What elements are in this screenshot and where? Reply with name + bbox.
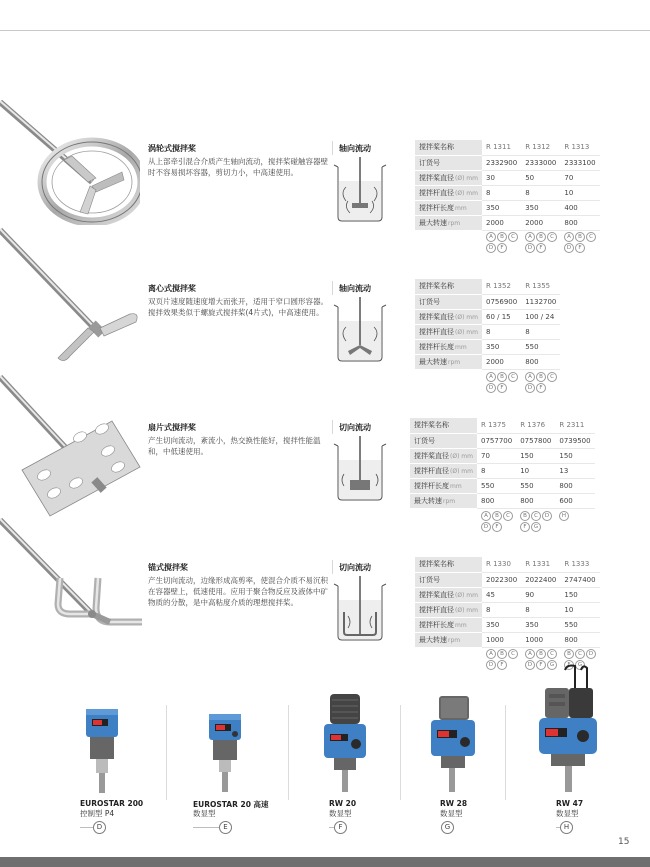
badge: C — [508, 372, 518, 382]
table-row — [415, 632, 600, 647]
badge: D — [525, 383, 535, 393]
cell: 8 — [477, 463, 516, 478]
product-description: 从上部牵引混合介质产生轴向流动，搅拌桨碰触容器壁时不容易损坏容器，剪切力小，中高速使用。 — [148, 157, 328, 177]
cell: 2000 — [482, 354, 521, 369]
flow-type-label: 轴向流动 — [339, 144, 371, 153]
column-divider — [166, 705, 167, 800]
badge: H — [559, 511, 569, 521]
flow-type-label: 轴向流动 — [339, 284, 371, 293]
machine-type: 控制型 P4 — [80, 809, 115, 818]
row-label: 最大转速 — [419, 357, 447, 366]
badge: D — [481, 522, 491, 532]
fan-blade-stirrer-image — [0, 375, 145, 520]
cell: R 1331 — [521, 557, 560, 572]
row-unit: (Ø) mm — [455, 174, 479, 182]
badge: A — [486, 372, 496, 382]
badge: F — [497, 383, 507, 393]
spec-table — [410, 418, 595, 509]
badge: C — [547, 372, 557, 382]
spec-table — [415, 557, 600, 648]
cell: 2332900 — [482, 155, 521, 170]
divider — [332, 281, 333, 295]
compatibility-badges — [486, 232, 597, 253]
row-label: 订货号 — [419, 158, 440, 167]
row-label: 搅拌杆直径 — [414, 466, 449, 475]
cell: 150 — [516, 448, 555, 463]
badge: F — [492, 522, 502, 532]
row-label: 搅拌杆长度 — [419, 203, 454, 212]
turbine-stirrer-image — [0, 100, 140, 225]
badge: B — [497, 649, 507, 659]
table-row — [415, 309, 560, 324]
row-label: 搅拌杆长度 — [419, 620, 454, 629]
beaker-axial-flow-diagram — [330, 157, 390, 225]
row-label: 搅拌桨名称 — [419, 143, 454, 152]
badge: C — [508, 649, 518, 659]
cell: 2022300 — [482, 572, 521, 587]
cell: 70 — [477, 448, 516, 463]
beaker-tangential-flow-diagram — [330, 436, 390, 504]
cell: 13 — [555, 463, 594, 478]
row-label: 搅拌杆直径 — [419, 605, 454, 614]
cell: 8 — [521, 324, 560, 339]
badge: G — [547, 660, 557, 670]
row-label: 搅拌桨直径 — [419, 590, 454, 599]
table-row — [415, 324, 560, 339]
badge: B — [536, 232, 546, 242]
badge: B — [575, 232, 585, 242]
product-title: 涡轮式搅拌桨 — [148, 144, 196, 153]
table-row — [415, 339, 560, 354]
machine-name: EUROSTAR 20 高速 — [193, 800, 269, 809]
row-label: 最大转速 — [414, 496, 442, 505]
machine-name: RW 20 — [329, 799, 357, 808]
cell: R 1375 — [477, 418, 516, 433]
table-row — [415, 354, 560, 369]
row-unit: mm — [455, 621, 467, 629]
table-row — [415, 215, 600, 230]
table-row — [415, 200, 600, 215]
cell: 800 — [521, 354, 560, 369]
cell: 2000 — [521, 215, 560, 230]
column-divider — [288, 705, 289, 800]
cell: 0756900 — [482, 294, 521, 309]
footer-bar — [0, 857, 650, 867]
divider — [332, 560, 333, 574]
machine-type: 数显型 — [556, 809, 579, 818]
product-description: 产生切向流动，边缘形成高剪率，使混合介质不易沉积在容器壁上，低速使用。应用于聚合物反应及液体中矿物质的分散，是中高粘度介质的理想搅拌桨。 — [148, 576, 328, 607]
badge: C — [575, 649, 585, 659]
row-label: 最大转速 — [419, 218, 447, 227]
badge: D — [486, 383, 496, 393]
badge-group — [486, 372, 519, 393]
table-row — [415, 185, 600, 200]
badge: C — [503, 511, 513, 521]
badge-group — [559, 511, 592, 532]
row-unit: (Ø) mm — [455, 328, 479, 336]
row-unit: (Ø) mm — [455, 189, 479, 197]
cell: R 2311 — [555, 418, 594, 433]
badge: F — [520, 522, 530, 532]
row-unit: (Ø) mm — [455, 606, 479, 614]
cell: 30 — [482, 170, 521, 185]
row-unit: mm — [455, 343, 467, 351]
row-label: 搅拌杆长度 — [419, 342, 454, 351]
row-label: 搅拌桨直径 — [414, 451, 449, 460]
cell: 2022400 — [521, 572, 560, 587]
badge: A — [486, 232, 496, 242]
machine-name: RW 47 — [556, 799, 584, 808]
cell: 800 — [560, 215, 599, 230]
beaker-axial-flow-diagram — [330, 297, 390, 365]
cell: R 1355 — [521, 279, 560, 294]
rw-28-stirrer-image — [425, 694, 480, 794]
machine-name: EUROSTAR 200 — [80, 799, 144, 808]
cell: 0757700 — [477, 433, 516, 448]
cell: 0757800 — [516, 433, 555, 448]
cell: R 1376 — [516, 418, 555, 433]
badge-group — [481, 511, 514, 532]
table-row — [415, 557, 600, 572]
cell: 50 — [521, 170, 560, 185]
flow-type-label: 切向流动 — [339, 423, 371, 432]
badge: B — [520, 511, 530, 521]
cell: 800 — [516, 493, 555, 508]
row-label: 搅拌杆长度 — [414, 481, 449, 490]
cell: 90 — [521, 587, 560, 602]
top-rule — [0, 30, 650, 31]
cell: 2333000 — [521, 155, 560, 170]
badge: A — [564, 232, 574, 242]
cell: 2747400 — [560, 572, 599, 587]
badge: C — [508, 232, 518, 242]
row-label: 搅拌杆直径 — [419, 327, 454, 336]
row-label: 搅拌桨直径 — [419, 173, 454, 182]
column-divider — [400, 705, 401, 800]
machine-badge: E — [219, 821, 232, 834]
cell: 150 — [555, 448, 594, 463]
cell: 1000 — [482, 632, 521, 647]
badge: A — [481, 511, 491, 521]
badge: B — [492, 511, 502, 521]
cell: 1132700 — [521, 294, 560, 309]
cell: R 1333 — [560, 557, 599, 572]
cell: R 1312 — [521, 140, 560, 155]
rw-20-stirrer-image — [320, 692, 370, 794]
cell: 8 — [521, 185, 560, 200]
badge: G — [531, 522, 541, 532]
machine-type: 数显型 — [193, 809, 216, 818]
cell: R 1313 — [560, 140, 599, 155]
machine-badge: D — [93, 821, 106, 834]
badge: C — [547, 232, 557, 242]
compatibility-badges — [481, 511, 592, 532]
row-unit: mm — [455, 204, 467, 212]
cell: 8 — [521, 602, 560, 617]
row-label: 搅拌桨名称 — [419, 282, 454, 291]
badge-group — [564, 232, 597, 253]
badge: D — [486, 243, 496, 253]
badge: D — [525, 243, 535, 253]
page-number: 15 — [618, 837, 630, 847]
cell: 2000 — [482, 215, 521, 230]
row-label: 订货号 — [419, 297, 440, 306]
product-title: 锚式搅拌桨 — [148, 563, 188, 572]
connector-line — [193, 827, 219, 828]
badge: F — [497, 660, 507, 670]
row-label: 订货号 — [419, 575, 440, 584]
badge: B — [536, 649, 546, 659]
row-unit: (Ø) mm — [455, 313, 479, 321]
cell: R 1352 — [482, 279, 521, 294]
badge: F — [497, 243, 507, 253]
badge: G — [575, 660, 585, 670]
table-row — [410, 463, 595, 478]
row-unit: rpm — [448, 636, 461, 644]
badge: D — [525, 660, 535, 670]
row-label: 订货号 — [414, 436, 435, 445]
anchor-stirrer-image — [0, 518, 145, 628]
badge-group — [525, 232, 558, 253]
badge: A — [525, 649, 535, 659]
cell: 1000 — [521, 632, 560, 647]
divider — [332, 141, 333, 155]
badge: F — [536, 383, 546, 393]
table-row — [415, 140, 600, 155]
product-description: 产生切向流动，紊流小，热交换性能好，搅拌性能温和，中低速使用。 — [148, 436, 321, 456]
machine-type: 数显型 — [440, 809, 463, 818]
table-row — [415, 602, 600, 617]
row-label: 搅拌桨直径 — [419, 312, 454, 321]
table-row — [410, 478, 595, 493]
table-row — [415, 170, 600, 185]
cell: 10 — [560, 602, 599, 617]
table-row — [410, 493, 595, 508]
cell: 2333100 — [560, 155, 599, 170]
cell: 350 — [482, 339, 521, 354]
cell: 800 — [560, 632, 599, 647]
badge: C — [531, 511, 541, 521]
row-unit: rpm — [448, 358, 461, 366]
badge: B — [536, 372, 546, 382]
cell: 150 — [560, 587, 599, 602]
row-unit: (Ø) mm — [450, 467, 474, 475]
divider — [332, 420, 333, 434]
table-row — [415, 279, 560, 294]
cell: 10 — [560, 185, 599, 200]
badge: F — [575, 243, 585, 253]
cell: 550 — [477, 478, 516, 493]
row-label: 搅拌桨名称 — [419, 560, 454, 569]
cell: 550 — [560, 617, 599, 632]
cell: R 1311 — [482, 140, 521, 155]
table-row — [415, 155, 600, 170]
cell: 550 — [516, 478, 555, 493]
cell: 8 — [482, 324, 521, 339]
machine-badge: H — [560, 821, 573, 834]
column-divider — [505, 705, 506, 800]
centrifugal-stirrer-image — [0, 228, 145, 373]
product-title: 扇片式搅拌桨 — [148, 423, 196, 432]
cell: 60 / 15 — [482, 309, 521, 324]
eurostar-200-stirrer-image — [80, 705, 125, 795]
spec-table — [415, 140, 600, 231]
row-unit: (Ø) mm — [455, 591, 479, 599]
badge: D — [564, 243, 574, 253]
table-row — [410, 418, 595, 433]
badge: F — [536, 660, 546, 670]
cell: 0739500 — [555, 433, 594, 448]
eurostar-20-stirrer-image — [203, 712, 248, 794]
cell: 70 — [560, 170, 599, 185]
cell: 45 — [482, 587, 521, 602]
table-row — [415, 587, 600, 602]
row-label: 搅拌桨名称 — [414, 421, 449, 430]
table-row — [410, 448, 595, 463]
badge: D — [542, 511, 552, 521]
cell: 600 — [555, 493, 594, 508]
badge: C — [586, 232, 596, 242]
badge: C — [547, 649, 557, 659]
machine-name: RW 28 — [440, 799, 468, 808]
cell: 350 — [521, 200, 560, 215]
cell: 350 — [521, 617, 560, 632]
table-row — [415, 572, 600, 587]
badge: A — [525, 232, 535, 242]
rw-47-stirrer-image — [535, 664, 605, 794]
connector-line — [80, 827, 93, 828]
table-row — [415, 294, 560, 309]
compatibility-badges — [486, 372, 558, 393]
cell: 800 — [555, 478, 594, 493]
row-label: 搅拌杆直径 — [419, 188, 454, 197]
spec-table — [415, 279, 560, 370]
cell: 350 — [482, 200, 521, 215]
machine-badge: G — [441, 821, 454, 834]
badge-group — [486, 649, 519, 670]
badge: A — [486, 649, 496, 659]
badge: B — [564, 649, 574, 659]
badge-group — [486, 232, 519, 253]
badge-group — [520, 511, 553, 532]
cell: 8 — [482, 185, 521, 200]
row-unit: (Ø) mm — [450, 452, 474, 460]
badge: F — [536, 243, 546, 253]
table-row — [410, 433, 595, 448]
cell: 550 — [521, 339, 560, 354]
row-unit: rpm — [443, 497, 456, 505]
row-unit: rpm — [448, 219, 461, 227]
badge-group — [525, 372, 558, 393]
table-row — [415, 617, 600, 632]
product-title: 离心式搅拌桨 — [148, 284, 196, 293]
product-description: 双页片速度随速度增大而张开，适用于窄口圆形容器。搅拌效果类似于螺旋式搅拌桨(4片式)，中高速使用。 — [148, 297, 328, 317]
cell: 400 — [560, 200, 599, 215]
cell: 800 — [477, 493, 516, 508]
cell: 10 — [516, 463, 555, 478]
flow-type-label: 切向流动 — [339, 563, 371, 572]
machine-type: 数显型 — [329, 809, 352, 818]
badge: D — [586, 649, 596, 659]
badge: A — [525, 372, 535, 382]
row-label: 最大转速 — [419, 635, 447, 644]
cell: 350 — [482, 617, 521, 632]
beaker-tangential-flow-diagram — [330, 576, 390, 644]
cell: 8 — [482, 602, 521, 617]
cell: R 1330 — [482, 557, 521, 572]
badge: B — [497, 372, 507, 382]
badge: D — [486, 660, 496, 670]
cell: 100 / 24 — [521, 309, 560, 324]
row-unit: mm — [450, 482, 462, 490]
badge: F — [564, 660, 574, 670]
badge: B — [497, 232, 507, 242]
machine-badge: F — [334, 821, 347, 834]
